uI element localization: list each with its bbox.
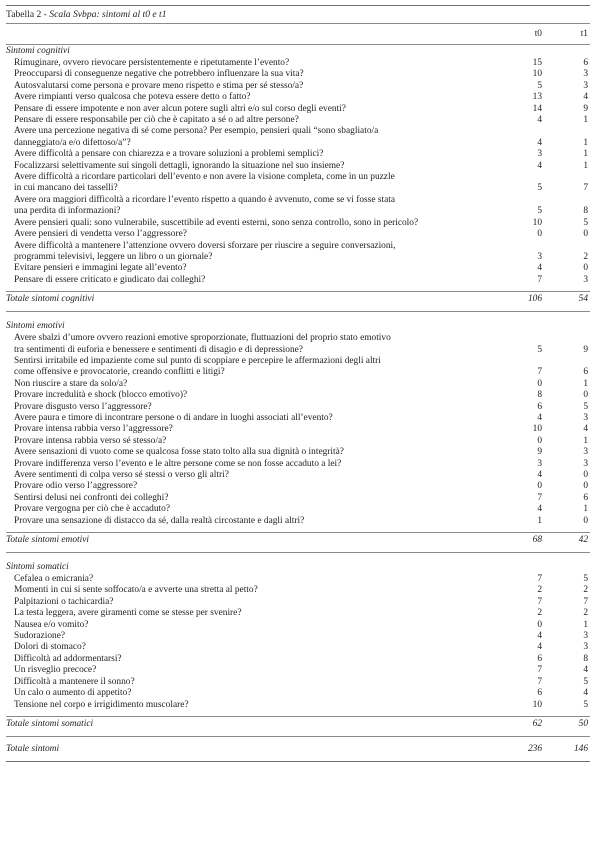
row-text <box>14 608 494 619</box>
row-text-line: Nausea e/o vomito? <box>14 619 89 630</box>
row-value-t1: 6 <box>583 492 588 503</box>
section-total-t0: 106 <box>527 294 542 305</box>
table-row <box>6 92 590 103</box>
row-text <box>14 58 494 69</box>
row-text <box>14 631 494 642</box>
row-value-t1: 3 <box>583 631 588 642</box>
row-text <box>14 195 494 218</box>
row-value-t0: 7 <box>537 274 542 285</box>
row-text-line: Palpitazioni o tachicardia? <box>14 596 114 607</box>
row-value-t0: 2 <box>537 608 542 619</box>
row-text <box>14 241 494 264</box>
row-text-line: come offensive e provocatorie, creando conflitti e litigi? <box>14 367 225 378</box>
row-text <box>14 92 494 103</box>
table-row <box>6 585 590 596</box>
table-row <box>6 161 590 172</box>
row-text-line: Avere sensazioni di vuoto come se qualcosa fosse stato tolto alla sua dignità o integrità? <box>14 447 344 458</box>
section-title: Sintomi emotivi <box>6 321 65 332</box>
row-value-t0: 10 <box>532 424 542 435</box>
row-text <box>14 263 494 274</box>
row-value-t0: 5 <box>537 80 542 91</box>
row-value-t1: 3 <box>583 274 588 285</box>
row-text-line: Momenti in cui si sente soffocato/a e avverte una stretta al petto? <box>14 585 258 596</box>
section-gap <box>6 553 590 561</box>
row-value-t0: 13 <box>532 92 542 103</box>
grand-total-t0: 236 <box>527 743 542 754</box>
row-text <box>14 413 494 424</box>
row-value-t1: 3 <box>583 80 588 91</box>
row-value-t1: 8 <box>583 653 588 664</box>
table-row <box>6 504 590 515</box>
row-value-t0: 2 <box>537 585 542 596</box>
table-row <box>6 218 590 229</box>
row-text <box>14 481 494 492</box>
table-row <box>6 631 590 642</box>
table-row <box>6 333 590 356</box>
row-value-t1: 4 <box>583 665 588 676</box>
row-text <box>14 447 494 458</box>
row-value-t0: 4 <box>537 115 542 126</box>
row-value-t1: 0 <box>583 470 588 480</box>
section-gap <box>6 312 590 320</box>
section-total-label: Totale sintomi cognitivi <box>6 294 95 305</box>
row-text-line: La testa leggera, avere giramenti come se stesse per svenire? <box>14 608 242 619</box>
row-value-t1: 9 <box>583 344 588 355</box>
row-text-line: Cefalea o emicrania? <box>14 574 94 585</box>
table-row <box>6 69 590 80</box>
section-total-t0: 62 <box>532 718 542 729</box>
row-value-t0: 10 <box>532 69 542 80</box>
row-text <box>14 585 494 596</box>
row-value-t1: 6 <box>583 58 588 68</box>
row-text <box>14 597 494 608</box>
section-total-row <box>6 717 590 732</box>
row-value-t1: 0 <box>583 229 588 240</box>
table-row <box>6 654 590 665</box>
section-title: Sintomi cognitivi <box>6 46 70 56</box>
table-row <box>6 436 590 447</box>
row-value-t0: 6 <box>537 401 542 412</box>
row-text-line: Avere difficoltà a mantenere l’attenzione ovvero doversi sforzare per riuscire a seguire conversazioni, <box>14 240 396 251</box>
row-value-t1: 5 <box>583 699 588 710</box>
row-value-t1: 6 <box>583 367 588 378</box>
row-value-t1: 3 <box>583 458 588 469</box>
column-header-row <box>6 24 590 44</box>
table-row <box>6 275 590 286</box>
row-value-t0: 7 <box>537 367 542 378</box>
table-row <box>6 390 590 401</box>
row-text-line: Un risveglio precoce? <box>14 665 97 676</box>
table-row <box>6 104 590 115</box>
row-value-t1: 0 <box>583 515 588 526</box>
table-row <box>6 470 590 481</box>
table-row <box>6 172 590 195</box>
row-text <box>14 516 494 527</box>
row-text-line: Pensare di essere criticato e giudicato dai colleghi? <box>14 274 206 285</box>
bottom-rule <box>6 761 590 762</box>
row-text-line: Sentirsi delusi nei confronti dei colleghi? <box>14 492 169 503</box>
row-value-t1: 7 <box>583 596 588 607</box>
row-value-t0: 7 <box>537 596 542 607</box>
row-text <box>14 126 494 149</box>
row-text <box>14 459 494 470</box>
row-text-line: Difficoltà a mantenere il sonno? <box>14 676 135 687</box>
table-row <box>6 677 590 688</box>
row-text-line: Avere difficoltà a pensare con chiarezza e a trovare soluzioni a problemi semplici? <box>14 149 324 160</box>
row-text <box>14 620 494 631</box>
row-value-t0: 14 <box>532 103 542 114</box>
table-row <box>6 493 590 504</box>
row-text-line: danneggiato/a e/o difettoso/a”? <box>14 137 131 148</box>
row-text-line: Provare intensa rabbia verso l’aggressore? <box>14 424 173 435</box>
row-value-t1: 2 <box>583 251 588 262</box>
table-container <box>6 5 590 762</box>
row-text <box>14 436 494 447</box>
row-text-line: Avere difficoltà a ricordare particolari dell’evento e non avere la visione completa, come in un puzzle <box>14 172 395 183</box>
row-text <box>14 69 494 80</box>
row-text-line: Pensare di essere responsabile per ciò che è capitato a sé o ad altre persone? <box>14 115 299 126</box>
row-value-t1: 5 <box>583 401 588 412</box>
row-value-t0: 7 <box>537 492 542 503</box>
row-text <box>14 356 494 379</box>
section-title: Sintomi somatici <box>6 562 69 573</box>
row-text <box>14 470 494 481</box>
table-body <box>6 45 590 762</box>
row-value-t1: 1 <box>583 504 588 515</box>
row-value-t0: 7 <box>537 665 542 676</box>
row-text-line: Dolori di stomaco? <box>14 642 86 653</box>
row-text-line: Avere rimpianti verso qualcosa che poteva essere detto o fatto? <box>14 92 251 103</box>
row-value-t1: 2 <box>583 608 588 619</box>
row-value-t0: 0 <box>537 435 542 446</box>
row-value-t1: 3 <box>583 69 588 80</box>
table-row <box>6 126 590 149</box>
table-row <box>6 608 590 619</box>
row-text <box>14 504 494 515</box>
caption-label: Tabella 2 - <box>6 9 50 20</box>
row-text-line: una perdita di informazioni? <box>14 206 121 217</box>
row-text-line: Autosvalutarsi come persona e provare meno rispetto e stima per sé stesso/a? <box>14 80 304 91</box>
row-value-t0: 1 <box>537 515 542 526</box>
section-total-label: Totale sintomi emotivi <box>6 535 89 546</box>
row-value-t0: 0 <box>537 481 542 492</box>
table-row <box>6 115 590 126</box>
row-text <box>14 333 494 356</box>
row-value-t1: 0 <box>583 390 588 401</box>
row-text-line: Avere pensieri quali: sono vulnerabile, suscettibile ad eventi esterni, sono senza controllo, sono in pericolo? <box>14 217 419 228</box>
table-row <box>6 642 590 653</box>
row-text <box>14 700 494 711</box>
row-text <box>14 677 494 688</box>
row-value-t1: 4 <box>583 688 588 699</box>
row-value-t1: 4 <box>583 424 588 435</box>
table-row <box>6 241 590 264</box>
row-value-t0: 8 <box>537 390 542 401</box>
section-total-t0: 68 <box>532 535 542 546</box>
row-text <box>14 379 494 390</box>
row-value-t1: 9 <box>583 103 588 114</box>
row-value-t1: 3 <box>583 412 588 423</box>
row-value-t1: 1 <box>583 435 588 446</box>
row-value-t1: 3 <box>583 447 588 458</box>
row-value-t0: 0 <box>537 619 542 630</box>
section-total-t1: 42 <box>578 535 588 546</box>
row-text <box>14 218 494 229</box>
table-row <box>6 447 590 458</box>
row-text <box>14 229 494 240</box>
row-text-line: Tensione nel corpo e irrigidimento muscolare? <box>14 699 189 710</box>
row-value-t0: 9 <box>537 447 542 458</box>
section-total-label: Totale sintomi somatici <box>6 718 94 729</box>
row-text-line: Difficoltà ad addormentarsi? <box>14 653 122 664</box>
row-value-t1: 0 <box>583 263 588 274</box>
table-row <box>6 356 590 379</box>
table-row <box>6 58 590 69</box>
row-value-t0: 5 <box>537 206 542 217</box>
row-text-line: Evitare pensieri e immagini legate all’evento? <box>14 263 187 274</box>
row-value-t0: 10 <box>532 217 542 228</box>
row-text-line: Sentirsi irritabile ed impaziente come sul punto di scoppiare e percepire le affermazioni degli altri <box>14 355 381 366</box>
row-value-t1: 1 <box>583 160 588 171</box>
table-row <box>6 81 590 92</box>
row-text-line: tra sentimenti di euforia e benessere e sentimenti di disagio e di depressione? <box>14 344 303 355</box>
row-value-t0: 3 <box>537 251 542 262</box>
row-value-t1: 1 <box>583 619 588 630</box>
row-text-line: Provare una sensazione di distacco da sé, dalla realtà circostante e dagli altri? <box>14 515 305 526</box>
row-value-t1: 1 <box>583 149 588 160</box>
column-header-t1: t1 <box>580 29 588 39</box>
row-text-line: Preoccuparsi di conseguenze negative che potrebbero influenzare la sua vita? <box>14 69 304 80</box>
row-text-line: Non riuscire a stare da solo/a? <box>14 378 128 389</box>
grand-total-row <box>6 742 590 757</box>
row-value-t0: 6 <box>537 653 542 664</box>
row-value-t1: 1 <box>583 378 588 389</box>
row-text <box>14 688 494 699</box>
table-row <box>6 413 590 424</box>
row-text-line: Sudorazione? <box>14 631 66 642</box>
row-text-line: in cui mancano dei tasselli? <box>14 183 118 194</box>
row-text <box>14 654 494 665</box>
section-total-row <box>6 292 590 307</box>
row-value-t0: 4 <box>537 631 542 642</box>
table-row <box>6 700 590 711</box>
table-row <box>6 665 590 676</box>
table-row <box>6 481 590 492</box>
row-value-t1: 8 <box>583 206 588 217</box>
table-row <box>6 688 590 699</box>
row-value-t1: 4 <box>583 92 588 103</box>
table-row <box>6 402 590 413</box>
row-value-t1: 5 <box>583 676 588 687</box>
table-row <box>6 597 590 608</box>
row-value-t0: 6 <box>537 688 542 699</box>
grand-total-t1: 146 <box>573 743 588 754</box>
row-value-t0: 3 <box>537 458 542 469</box>
row-text <box>14 104 494 115</box>
row-text-line: Focalizzarsi selettivamente sui singoli dettagli, ignorando la situazione nel suo insieme? <box>14 160 345 171</box>
row-text-line: Provare odio verso l’aggressore? <box>14 481 138 492</box>
row-value-t0: 7 <box>537 676 542 687</box>
section-total-row <box>6 533 590 548</box>
row-value-t0: 0 <box>537 229 542 240</box>
row-value-t1: 5 <box>583 574 588 585</box>
row-text-line: Avere ora maggiori difficoltà a ricordare l’evento rispetto a quando è avvenuto, come se vi fosse stata <box>14 194 396 205</box>
row-text-line: Avere sbalzi d’umore ovvero reazioni emotive sproporzionate, fluttuazioni del proprio stato emotivo <box>14 333 391 344</box>
row-value-t0: 4 <box>537 504 542 515</box>
section-total-t1: 50 <box>578 718 588 729</box>
row-text <box>14 424 494 435</box>
row-value-t1: 2 <box>583 585 588 596</box>
row-value-t1: 1 <box>583 115 588 126</box>
row-text-line: Provare incredulità e shock (blocco emotivo)? <box>14 390 188 401</box>
row-text-line: Provare intensa rabbia verso sé stesso/a? <box>14 435 167 446</box>
row-value-t0: 5 <box>537 344 542 355</box>
row-text <box>14 161 494 172</box>
row-text <box>14 493 494 504</box>
row-text-line: Provare vergogna per ciò che è accaduto? <box>14 504 170 515</box>
row-text <box>14 390 494 401</box>
table-row <box>6 263 590 274</box>
row-value-t0: 0 <box>537 378 542 389</box>
row-value-t0: 5 <box>537 183 542 194</box>
section-total-t1: 54 <box>578 294 588 305</box>
table-row <box>6 229 590 240</box>
caption-title: Scala Svbpa: sintomi al t0 e t1 <box>49 9 167 20</box>
row-text <box>14 402 494 413</box>
table-row <box>6 620 590 631</box>
table-row <box>6 424 590 435</box>
row-value-t1: 5 <box>583 217 588 228</box>
table-row <box>6 149 590 160</box>
table-row <box>6 459 590 470</box>
row-value-t0: 15 <box>532 58 542 68</box>
row-text-line: Provare indifferenza verso l’evento e le altre persone come se non fosse accaduto a lei? <box>14 458 342 469</box>
row-value-t0: 4 <box>537 470 542 480</box>
row-text-line: Avere pensieri di vendetta verso l’aggressore? <box>14 229 187 240</box>
row-text-line: Provare disgusto verso l’aggressore? <box>14 401 152 412</box>
row-text <box>14 172 494 195</box>
row-value-t0: 4 <box>537 263 542 274</box>
row-text <box>14 574 494 585</box>
table-row <box>6 516 590 527</box>
row-text-line: Un calo o aumento di appetito? <box>14 688 132 699</box>
row-text-line: Avere paura e timore di incontrare persone o di andare in luoghi associati all’evento? <box>14 412 333 423</box>
table-row <box>6 379 590 390</box>
row-value-t0: 4 <box>537 412 542 423</box>
row-value-t0: 4 <box>537 160 542 171</box>
column-header-t0: t0 <box>534 29 542 39</box>
row-text-line: Avere una percezione negativa di sé come persona? Per esempio, pensieri quali “sono sbagliato/a <box>14 126 379 137</box>
row-text <box>14 115 494 126</box>
row-text <box>14 642 494 653</box>
table-caption <box>6 6 590 23</box>
row-value-t1: 3 <box>583 642 588 653</box>
row-value-t0: 7 <box>537 574 542 585</box>
row-value-t0: 4 <box>537 642 542 653</box>
row-value-t1: 1 <box>583 137 588 148</box>
table-row <box>6 574 590 585</box>
row-value-t0: 3 <box>537 149 542 160</box>
row-text-line: Avere sentimenti di colpa verso sé stessi o verso gli altri? <box>14 470 229 480</box>
row-text <box>14 275 494 286</box>
table-row <box>6 195 590 218</box>
row-value-t0: 4 <box>537 137 542 148</box>
row-text-line: programmi televisivi, leggere un libro o un giornale? <box>14 251 213 262</box>
row-text <box>14 81 494 92</box>
row-value-t1: 7 <box>583 183 588 194</box>
row-value-t0: 10 <box>532 699 542 710</box>
grand-total-label: Totale sintomi <box>6 743 60 754</box>
row-text <box>14 149 494 160</box>
row-text-line: Pensare di essere impotente e non aver alcun potere sugli altri e/o sul corso degli eventi? <box>14 103 346 114</box>
row-text <box>14 665 494 676</box>
row-value-t1: 0 <box>583 481 588 492</box>
row-text-line: Rimuginare, ovvero rievocare persistentemente e ripetutamente l’evento? <box>14 58 290 68</box>
